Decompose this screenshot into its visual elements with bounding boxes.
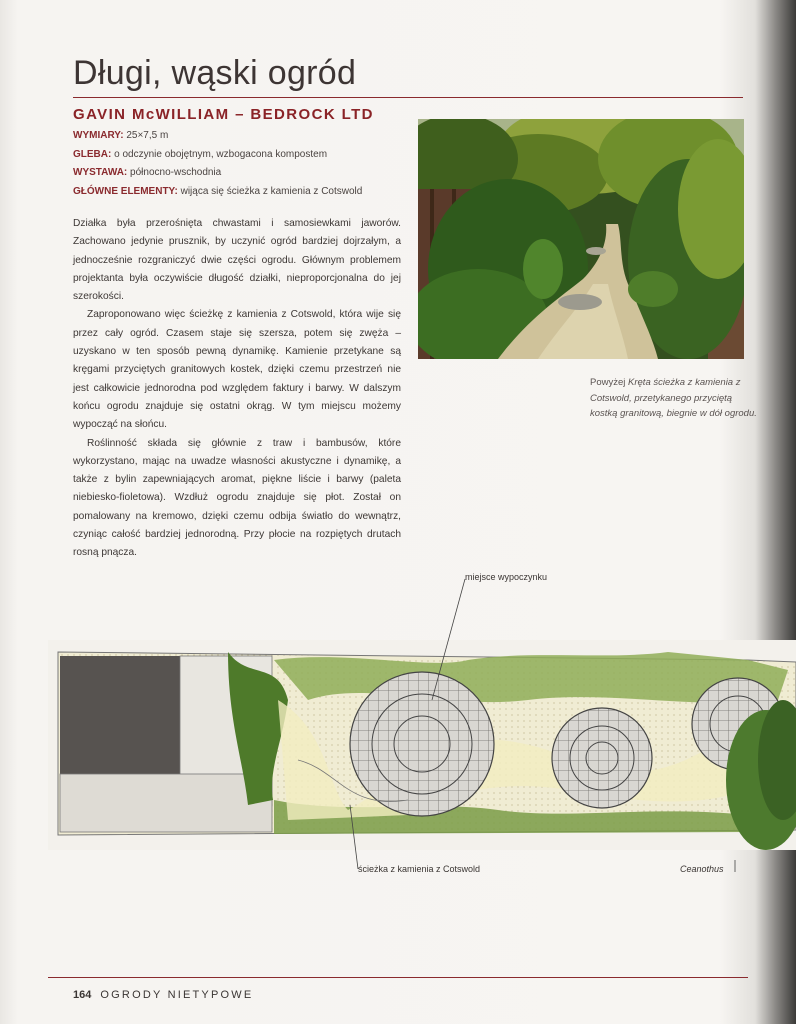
caption-label: Powyżej bbox=[590, 377, 626, 388]
section-title: OGRODY NIETYPOWE bbox=[100, 989, 254, 1001]
spec-key: GLEBA: bbox=[73, 148, 112, 160]
footer-rule bbox=[48, 977, 748, 978]
paragraph-3: Roślinność składa się głównie z traw i bambusów, które wykorzystano, mając na uwadze własności akustyczne i dynamikę, a także z bylin zapewniających aromat, piękne liście i barwy (paleta niebiesko-fioletowa). Wzdłuż ogrodu znajduje się płot. Został on pomalowany na kremowo, dzięki czemu odbija światło do wewnątrz, czyniąc całość bardziej jednorodną. Przy płocie na rozpiętych drutach rosną pnącza. bbox=[73, 437, 401, 559]
label-stone-path: ścieżka z kamienia z Cotswold bbox=[358, 864, 481, 874]
spec-key: GŁÓWNE ELEMENTY: bbox=[73, 185, 178, 197]
spec-value: o odczynie obojętnym, wzbogacona kompostem bbox=[114, 148, 328, 160]
label-ceanothus: Ceanothus bbox=[680, 864, 724, 874]
label-seating-area: miejsce wypoczynku bbox=[465, 572, 548, 582]
spec-key: WYSTAWA: bbox=[73, 167, 128, 179]
caption-text: Kręta ścieżka z kamienia z Cotswold, przetykanego przyciętą kostką granitową, biegnie w dół ogrodu. bbox=[590, 377, 757, 420]
designer-name: GAVIN McWILLIAM – BEDROCK LTD bbox=[73, 106, 374, 123]
paragraph-1: Działka była przerośnięta chwastami i samosiewkami jaworów. Zachowano jedynie prusznik, by uczynić ogród bardziej dojrzałym, a jednocześnie rozgraniczyć dwie części ogrodu. Głównym problemem projektanta była oczywiście długość działki, nieproporcjonalna do jej szerokości. bbox=[73, 218, 401, 303]
spec-value: wijąca się ścieżka z kamienia z Cotswold bbox=[180, 185, 363, 197]
page-footer bbox=[73, 989, 253, 1001]
spec-value: północno-wschodnia bbox=[130, 167, 222, 179]
spec-key: WYMIARY: bbox=[73, 130, 124, 141]
page-title: Długi, wąski ogród bbox=[73, 54, 357, 92]
page-number: 164 bbox=[73, 989, 92, 1001]
paragraph-2: Zaproponowano więc ścieżkę z kamienia z Cotswold, która wije się przez cały ogród. Czasem staje się szersza, potem się zwęża – uzyskano w ten sposób pewną dynamikę. Kamienie przetykane są kręgami przyciętych granitowych kostek, dzięki czemu przestrzeń nie jest całkowicie jednorodna pod względem faktury i barwy. W dalszym końcu ogrodu znajduje się ostatni okrąg. W tym miejscu możemy wypocząć na słońcu. bbox=[73, 309, 401, 431]
spec-value: 25×7,5 m bbox=[126, 130, 169, 141]
